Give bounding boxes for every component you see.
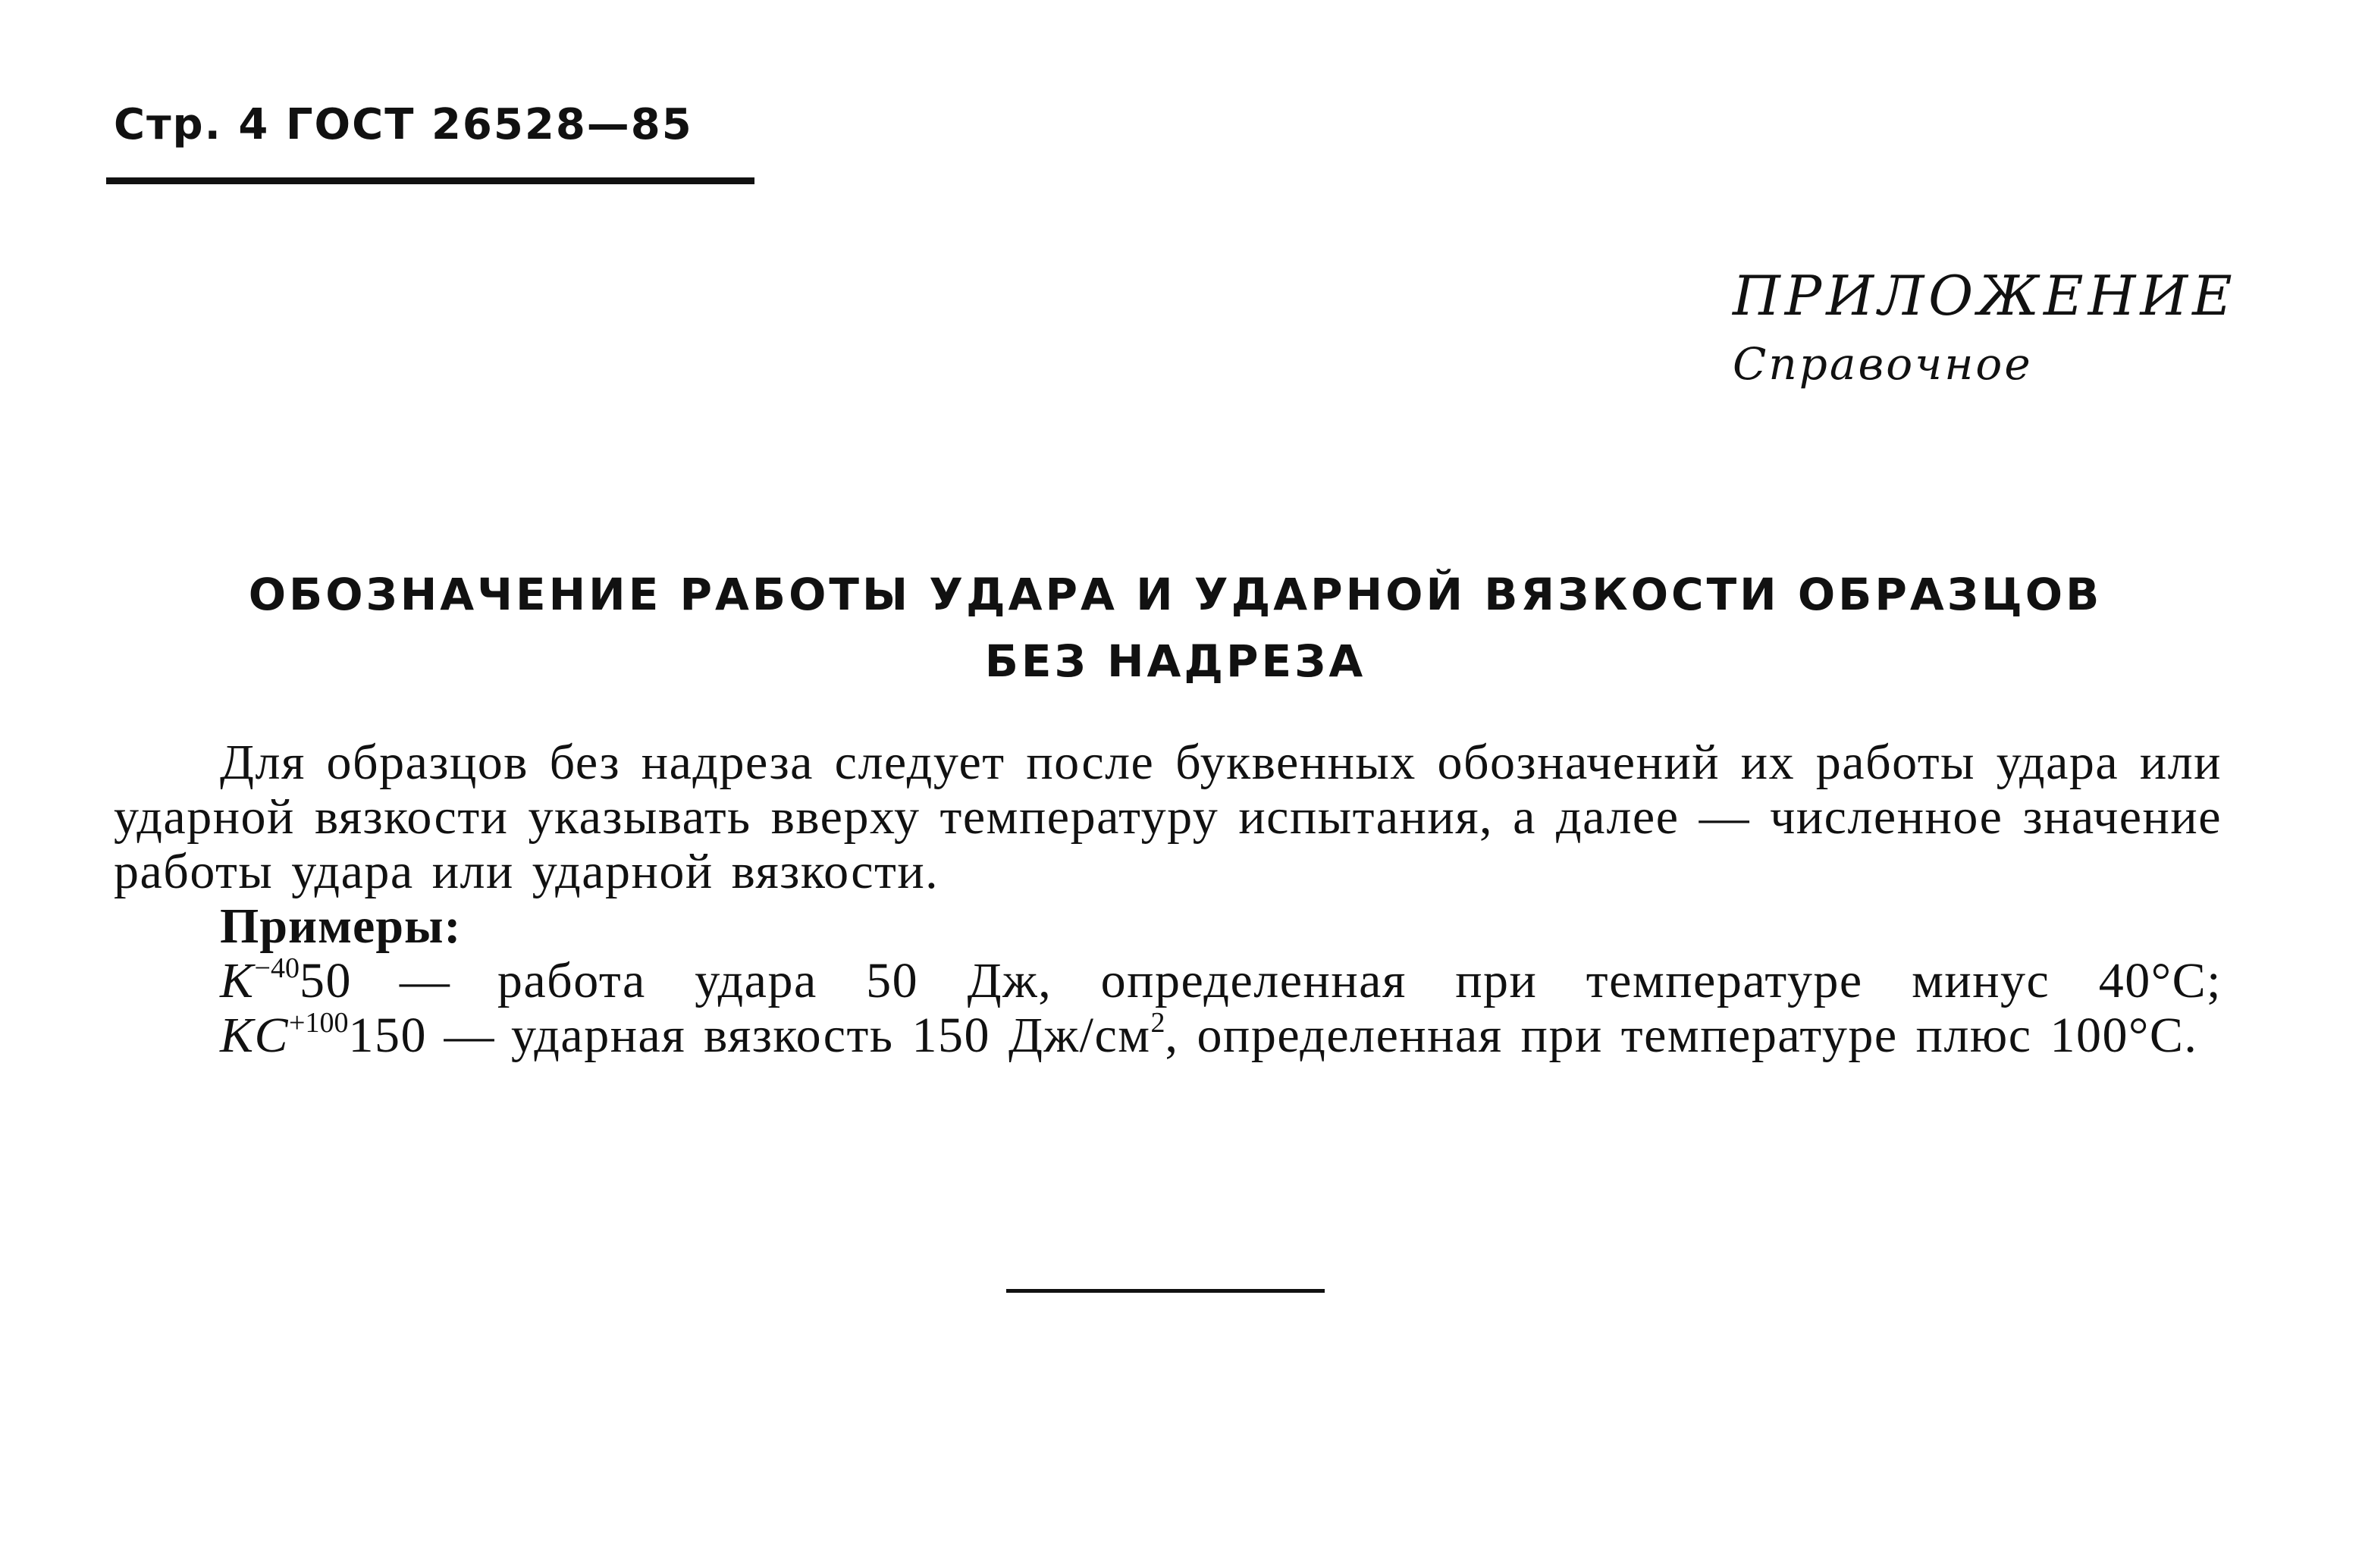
section-title-line-2: БЕЗ НАДРЕЗА [984,635,1366,687]
appendix-title: ПРИЛОЖЕНИЕ [1733,264,2237,328]
example-2-dash: — [426,1008,511,1063]
example-1-symbol: K [220,953,255,1008]
section-title [114,561,2237,695]
example-2-text-after: , определенная при температуре плюс 100°С. [1165,1008,2198,1063]
examples-heading: Примеры: [220,898,462,954]
appendix-subtitle: Справочное [1733,338,2033,390]
example-2-unit-superscript: 2 [1150,1007,1165,1039]
body-paragraph: Для образцов без надреза следует после буквенных обозначений их работы удара или ударной вязкости указывать вверху температуру испытания, а далее — численное значение работы удара или ударной вязкости. [114,735,2222,899]
footer-rule [1006,1289,1325,1293]
example-2-superscript: +100 [289,1007,349,1039]
body-text [114,735,2222,1063]
example-1-text: работа удара 50 Дж, определенная при температуре минус 40°С; [497,953,2222,1008]
example-2 [114,1008,2222,1063]
section-title-line-1: ОБОЗНАЧЕНИЕ РАБОТЫ УДАРА И УДАРНОЙ ВЯЗКОСТИ ОБРАЗЦОВ [248,569,2103,620]
example-2-symbol: KC [220,1008,290,1063]
example-1-superscript: −40 [254,952,300,984]
example-1-dash: — [351,953,497,1008]
example-1 [114,954,2222,1008]
appendix-block [1733,258,2237,394]
header-rule [106,177,754,184]
example-2-text-before: ударная вязкость 150 Дж/см [510,1008,1151,1063]
page-header: Стр. 4 ГОСТ 26528—85 [114,100,693,149]
example-2-value: 150 [348,1008,427,1063]
example-1-value: 50 [299,953,352,1008]
